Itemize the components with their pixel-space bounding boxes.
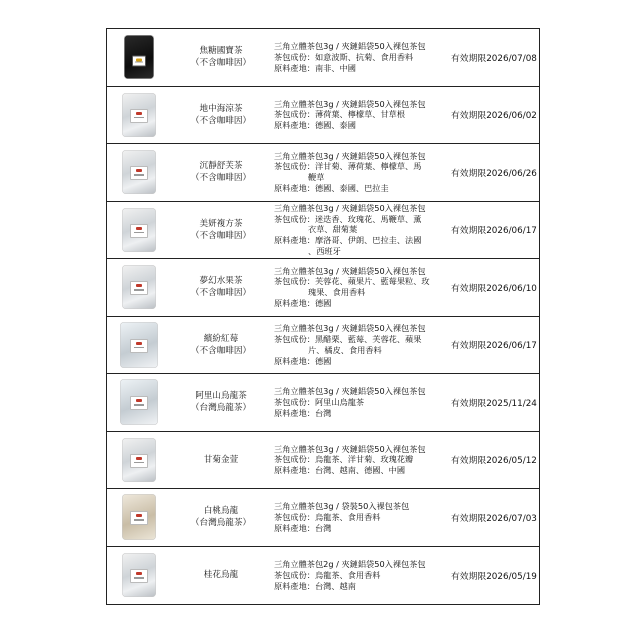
description-line: 茶包成份：烏龍茶、洋甘菊、玫瑰花瓣	[274, 454, 414, 465]
expiry-date: 有效期限2025/11/24	[451, 398, 537, 409]
product-name-cell	[171, 432, 271, 489]
product-image-cell	[107, 144, 171, 201]
product-description-cell	[271, 202, 451, 259]
package-label	[130, 569, 148, 583]
expiry-date: 有效期限2026/06/02	[451, 111, 537, 122]
tea-bag-image	[122, 150, 156, 194]
product-name: 美妍複方茶	[199, 218, 243, 229]
description-line: 原料產地：摩洛哥、伊朗、巴拉圭、法國	[274, 235, 422, 246]
table-row	[107, 432, 539, 490]
description-line: 原料產地：台灣	[274, 522, 332, 533]
package-label	[130, 166, 148, 180]
description-line: 原料產地：德國、泰國	[274, 120, 356, 131]
table-row	[107, 489, 539, 547]
product-note: （台灣烏龍茶）	[190, 403, 252, 414]
product-description-cell	[271, 29, 451, 86]
description-line: 原料產地：台灣	[274, 407, 332, 418]
description-line: 、西班牙	[308, 245, 341, 256]
tea-bag-image	[122, 265, 156, 309]
tea-bag-image	[122, 93, 156, 137]
product-name: 阿里山烏龍茶	[195, 391, 247, 402]
tea-bag-image	[122, 494, 156, 540]
product-image-cell	[107, 432, 171, 489]
description-line: 茶包成份：迷迭香、玫瑰花、馬鞭草、薰	[274, 213, 422, 224]
package-label	[130, 396, 148, 410]
product-image-cell	[107, 29, 171, 86]
product-note: （不含咖啡因）	[190, 58, 252, 69]
package-label	[130, 454, 148, 468]
product-name: 地中海涼茶	[199, 103, 243, 114]
product-image-cell	[107, 87, 171, 144]
product-description-cell	[271, 317, 451, 374]
product-description-cell	[271, 259, 451, 316]
product-name-cell	[171, 489, 271, 546]
expiry-date: 有效期限2026/07/08	[451, 53, 537, 64]
table-row	[107, 317, 539, 375]
product-description-cell	[271, 144, 451, 201]
product-name: 桂花烏龍	[203, 570, 239, 581]
description-line: 鞭草	[308, 172, 325, 183]
product-note: （不含咖啡因）	[190, 288, 252, 299]
product-description-cell	[271, 547, 451, 605]
tea-bag-image	[122, 208, 156, 252]
package-label	[130, 339, 148, 353]
description-line: 原料產地：德國	[274, 298, 332, 309]
tea-bag-image	[120, 379, 158, 425]
product-note: （不含咖啡因）	[190, 173, 252, 184]
tea-bag-image	[122, 553, 156, 597]
expiry-date: 有效期限2026/05/19	[451, 571, 537, 582]
description-line: 三角立體茶包3g / 夾鏈鋁袋50入裸包茶包	[274, 443, 426, 454]
description-line: 片、橘皮、食用香料	[308, 344, 382, 355]
product-name-cell	[171, 87, 271, 144]
package-label	[130, 109, 148, 123]
product-name-cell	[171, 317, 271, 374]
description-line: 原料產地：台灣、越南、德國、中國	[274, 465, 406, 476]
product-image-cell	[107, 202, 171, 259]
expiry-date: 有效期限2026/06/26	[451, 168, 537, 179]
expiry-date: 有效期限2026/06/10	[451, 283, 537, 294]
description-line: 三角立體茶包3g / 袋裝50入裸包茶包	[274, 501, 410, 512]
description-line: 三角立體茶包3g / 夾鏈鋁袋50入裸包茶包	[274, 265, 426, 276]
tea-bag-image	[124, 35, 154, 79]
description-line: 茶包成份：烏龍茶、食用香料	[274, 511, 381, 522]
tea-bag-image	[120, 322, 158, 368]
description-line: 茶包成份：薄荷葉、檸檬草、甘草根	[274, 109, 406, 120]
description-line: 三角立體茶包3g / 夾鏈鋁袋50入裸包茶包	[274, 202, 426, 213]
table-row	[107, 29, 539, 87]
description-line: 三角立體茶包3g / 夾鏈鋁袋50入裸包茶包	[274, 150, 426, 161]
product-description-cell	[271, 374, 451, 431]
description-line: 衣草、甜菊葉	[308, 224, 358, 235]
description-line: 三角立體茶包3g / 夾鏈鋁袋50入裸包茶包	[274, 323, 426, 334]
expiry-date: 有效期限2026/06/17	[451, 226, 537, 237]
table-row	[107, 547, 539, 605]
table-row	[107, 202, 539, 260]
product-name-cell	[171, 202, 271, 259]
product-description-cell	[271, 87, 451, 144]
product-note: （不含咖啡因）	[190, 115, 252, 126]
description-line: 茶包成份：黑醋栗、藍莓、芙蓉花、蘋果	[274, 333, 422, 344]
description-line: 茶包成份：洋甘菊、薄荷葉、檸檬草、馬	[274, 161, 422, 172]
description-line: 三角立體茶包3g / 夾鏈鋁袋50入裸包茶包	[274, 41, 426, 52]
description-line: 茶包成份：阿里山烏龍茶	[274, 396, 365, 407]
description-line: 茶包成份：烏龍茶、食用香料	[274, 569, 381, 580]
description-line: 三角立體茶包3g / 夾鏈鋁袋50入裸包茶包	[274, 386, 426, 397]
package-label	[130, 224, 148, 238]
expiry-date: 有效期限2026/07/03	[451, 513, 537, 524]
expiry-date: 有效期限2026/05/12	[451, 456, 537, 467]
package-label	[130, 511, 148, 525]
table-row	[107, 87, 539, 145]
product-name: 甘菊金萱	[203, 454, 239, 465]
product-name: 白桃烏龍	[203, 506, 239, 517]
description-line: 茶包成份：芙蓉花、蘋果片、藍莓果粒、玫	[274, 276, 430, 287]
product-image-cell	[107, 259, 171, 316]
product-name-cell	[171, 547, 271, 605]
product-image-cell	[107, 547, 171, 605]
product-image-cell	[107, 374, 171, 431]
product-name-cell	[171, 259, 271, 316]
package-label	[132, 55, 146, 66]
package-label	[130, 281, 148, 295]
product-name: 焦糖國寶茶	[199, 46, 243, 57]
description-line: 原料產地：南非、中國	[274, 62, 356, 73]
tea-bag-image	[122, 438, 156, 482]
product-name: 夢幻水果茶	[199, 276, 243, 287]
description-line: 原料產地：德國	[274, 355, 332, 366]
product-note: （不含咖啡因）	[190, 230, 252, 241]
product-description-cell	[271, 489, 451, 546]
product-name: 沉靜舒芙茶	[199, 161, 243, 172]
description-line: 原料產地：德國、泰國、巴拉圭	[274, 183, 389, 194]
table-row	[107, 144, 539, 202]
product-name-cell	[171, 144, 271, 201]
table-row	[107, 374, 539, 432]
product-image-cell	[107, 317, 171, 374]
description-line: 瑰果、食用香料	[308, 287, 366, 298]
product-description-cell	[271, 432, 451, 489]
product-name-cell	[171, 29, 271, 86]
product-name-cell	[171, 374, 271, 431]
description-line: 原料產地：台灣、越南	[274, 580, 356, 591]
product-note: （不含咖啡因）	[190, 345, 252, 356]
product-table	[106, 28, 540, 605]
product-name: 繽紛紅莓	[203, 333, 239, 344]
description-line: 茶包成份：如意波斯、抗菊、食用香料	[274, 51, 414, 62]
description-line: 三角立體茶包2g / 夾鏈鋁袋50入裸包茶包	[274, 559, 426, 570]
product-image-cell	[107, 489, 171, 546]
description-line: 三角立體茶包3g / 夾鏈鋁袋50入裸包茶包	[274, 98, 426, 109]
table-row	[107, 259, 539, 317]
expiry-date: 有效期限2026/06/17	[451, 341, 537, 352]
product-note: （台灣烏龍茶）	[190, 518, 252, 529]
